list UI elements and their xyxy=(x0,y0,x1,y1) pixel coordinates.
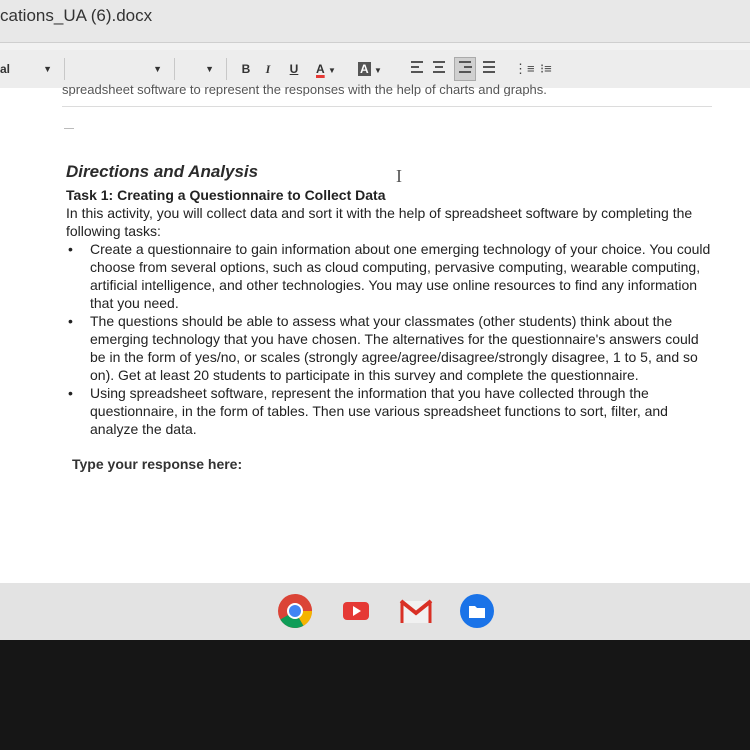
document-title: cations_UA (6).docx xyxy=(0,6,153,25)
align-left-button[interactable] xyxy=(408,58,426,80)
italic-button[interactable]: I xyxy=(265,62,271,76)
list-item: • Create a questionnaire to gain information about one emerging technology of your choice. You could choose from several options, such as cloud computing, pervasive computing, wearable computing, artificial intelligence, and other technologies. You may use online resources to find any information that you need. xyxy=(90,240,716,312)
underline-button[interactable]: U xyxy=(289,62,299,76)
task-list xyxy=(66,240,716,438)
numbered-list-icon: ⋮≡ xyxy=(514,61,535,76)
paragraph-style-dropdown[interactable] xyxy=(0,58,65,80)
chevron-down-icon: ▼ xyxy=(328,66,336,75)
numbered-list-button[interactable] xyxy=(514,58,535,80)
chrome-icon[interactable] xyxy=(277,593,313,629)
document-page[interactable] xyxy=(0,82,750,583)
document-body xyxy=(66,162,716,472)
title-bar xyxy=(0,0,750,43)
font-size-dropdown[interactable] xyxy=(176,58,227,80)
list-item: • The questions should be able to assess what your classmates (other students) think about the emerging technology that you have chosen. The alternatives for the questionnaire's answers could be in the form of yes/no, or scales (strongly agree/agree/disagree/strongly disagree, 1 to 5, and so on). Get at least 20 students to participate in this survey and complete the questionnaire. xyxy=(90,312,716,384)
font-color-button[interactable] xyxy=(316,58,344,80)
chevron-down-icon: ▼ xyxy=(153,64,162,74)
highlight-color-button[interactable] xyxy=(358,58,388,80)
paragraph-style-label: al xyxy=(0,62,11,76)
bulleted-list-icon: ⁝≡ xyxy=(540,61,552,76)
youtube-icon[interactable] xyxy=(338,593,374,629)
highlight-icon: A xyxy=(360,62,369,76)
response-prompt[interactable]: Type your response here: xyxy=(72,456,243,472)
task-title: Task 1: Creating a Questionnaire to Collect Data xyxy=(66,187,386,203)
files-icon[interactable] xyxy=(459,593,495,629)
align-left-icon xyxy=(408,61,426,73)
chevron-down-icon: ▼ xyxy=(43,64,52,74)
section-heading: Directions and Analysis xyxy=(66,162,259,181)
font-color-icon: A xyxy=(316,62,325,76)
chevron-down-icon: ▼ xyxy=(374,66,382,75)
divider xyxy=(64,128,74,129)
bulleted-list-button[interactable] xyxy=(540,58,558,80)
list-item: • Using spreadsheet software, represent the information that you have collected through the questionnaire, in the form of tables. Then use various spreadsheet functions to sort, filter, and analyze the data. xyxy=(90,384,716,438)
text-cursor-icon: I xyxy=(396,166,402,186)
monitor-bezel xyxy=(0,640,750,750)
chevron-down-icon: ▼ xyxy=(205,64,214,74)
align-center-button[interactable] xyxy=(430,58,448,80)
divider xyxy=(62,106,712,107)
align-center-icon xyxy=(430,61,448,73)
justify-icon xyxy=(480,61,498,73)
os-shelf xyxy=(0,583,750,640)
justify-button[interactable] xyxy=(480,58,498,80)
intro-paragraph: In this activity, you will collect data and sort it with the help of spreadsheet software by completing the following tasks: xyxy=(66,205,693,239)
cut-off-text: spreadsheet software to represent the responses with the help of charts and graphs. xyxy=(62,82,547,96)
align-right-icon xyxy=(455,61,475,73)
bold-button[interactable]: B xyxy=(241,62,251,76)
gmail-icon[interactable] xyxy=(398,593,434,629)
font-family-dropdown[interactable] xyxy=(66,58,175,80)
align-right-button[interactable] xyxy=(454,57,476,81)
